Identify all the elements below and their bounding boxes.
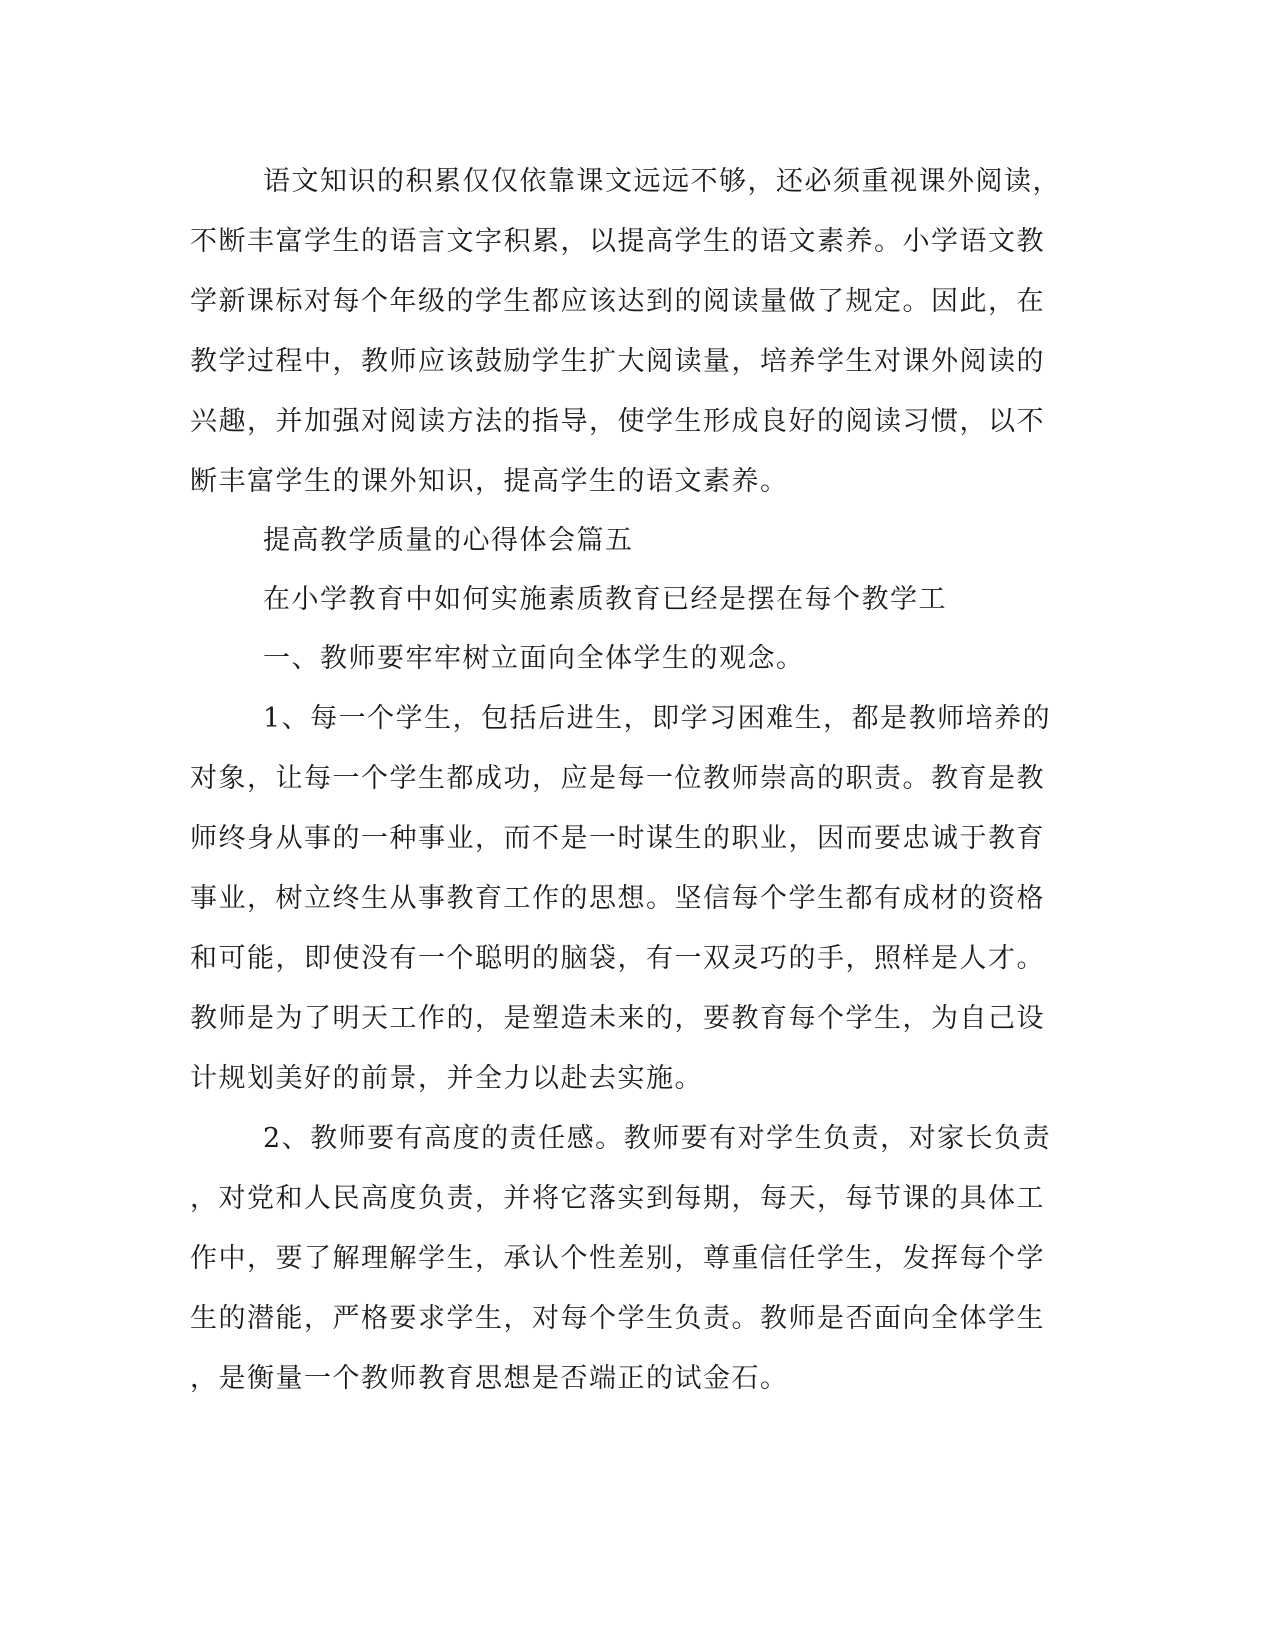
paragraph-2-line-7: 计规划美好的前景，并全力以赴去实施。 bbox=[190, 1063, 703, 1094]
section-heading: 提高教学质量的心得体会篇五 bbox=[263, 525, 634, 556]
paragraph-2-line-3: 师终身从事的一种事业，而不是一时谋生的职业，因而要忠诚于教育 bbox=[190, 823, 1045, 854]
paragraph-2-line-1: 1、每一个学生，包括后进生，即学习困难生，都是教师培养的 bbox=[263, 703, 1052, 734]
paragraph-2-line-6: 教师是为了明天工作的，是塑造未来的，要教育每个学生，为自己设 bbox=[190, 1003, 1045, 1034]
paragraph-3-line-4: 生的潜能，严格要求学生，对每个学生负责。教师是否面向全体学生 bbox=[190, 1303, 1045, 1334]
paragraph-3-line-3: 作中，要了解理解学生，承认个性差别，尊重信任学生，发挥每个学 bbox=[190, 1243, 1045, 1274]
paragraph-2-line-2: 对象，让每一个学生都成功，应是每一位教师崇高的职责。教育是教 bbox=[190, 763, 1045, 794]
paragraph-3-line-2: ，对党和人民高度负责，并将它落实到每期，每天，每节课的具体工 bbox=[190, 1183, 1045, 1214]
paragraph-3-line-1: 2、教师要有高度的责任感。教师要有对学生负责，对家长负责 bbox=[263, 1123, 1052, 1154]
paragraph-1-line-6: 断丰富学生的课外知识，提高学生的语文素养。 bbox=[190, 466, 789, 497]
paragraph-1-line-5: 兴趣，并加强对阅读方法的指导，使学生形成良好的阅读习惯，以不 bbox=[190, 406, 1045, 437]
paragraph-2-line-5: 和可能，即使没有一个聪明的脑袋，有一双灵巧的手，照样是人才。 bbox=[190, 943, 1045, 974]
paragraph-1-line-3: 学新课标对每个年级的学生都应该达到的阅读量做了规定。因此，在 bbox=[190, 286, 1045, 317]
subheading-1: 一、教师要牢牢树立面向全体学生的观念。 bbox=[263, 643, 805, 674]
paragraph-1-line-2: 不断丰富学生的语言文字积累，以提高学生的语文素养。小学语文教 bbox=[190, 226, 1045, 257]
paragraph-1-line-1: 语文知识的积累仅仅依靠课文远远不够，还必须重视课外阅读， bbox=[263, 166, 1061, 197]
paragraph-3-line-5: ，是衡量一个教师教育思想是否端正的试金石。 bbox=[190, 1363, 789, 1394]
paragraph-1-line-4: 教学过程中，教师应该鼓励学生扩大阅读量，培养学生对课外阅读的 bbox=[190, 346, 1045, 377]
intro-line: 在小学教育中如何实施素质教育已经是摆在每个教学工 bbox=[263, 584, 947, 615]
paragraph-2-line-4: 事业，树立终生从事教育工作的思想。坚信每个学生都有成材的资格 bbox=[190, 883, 1045, 914]
